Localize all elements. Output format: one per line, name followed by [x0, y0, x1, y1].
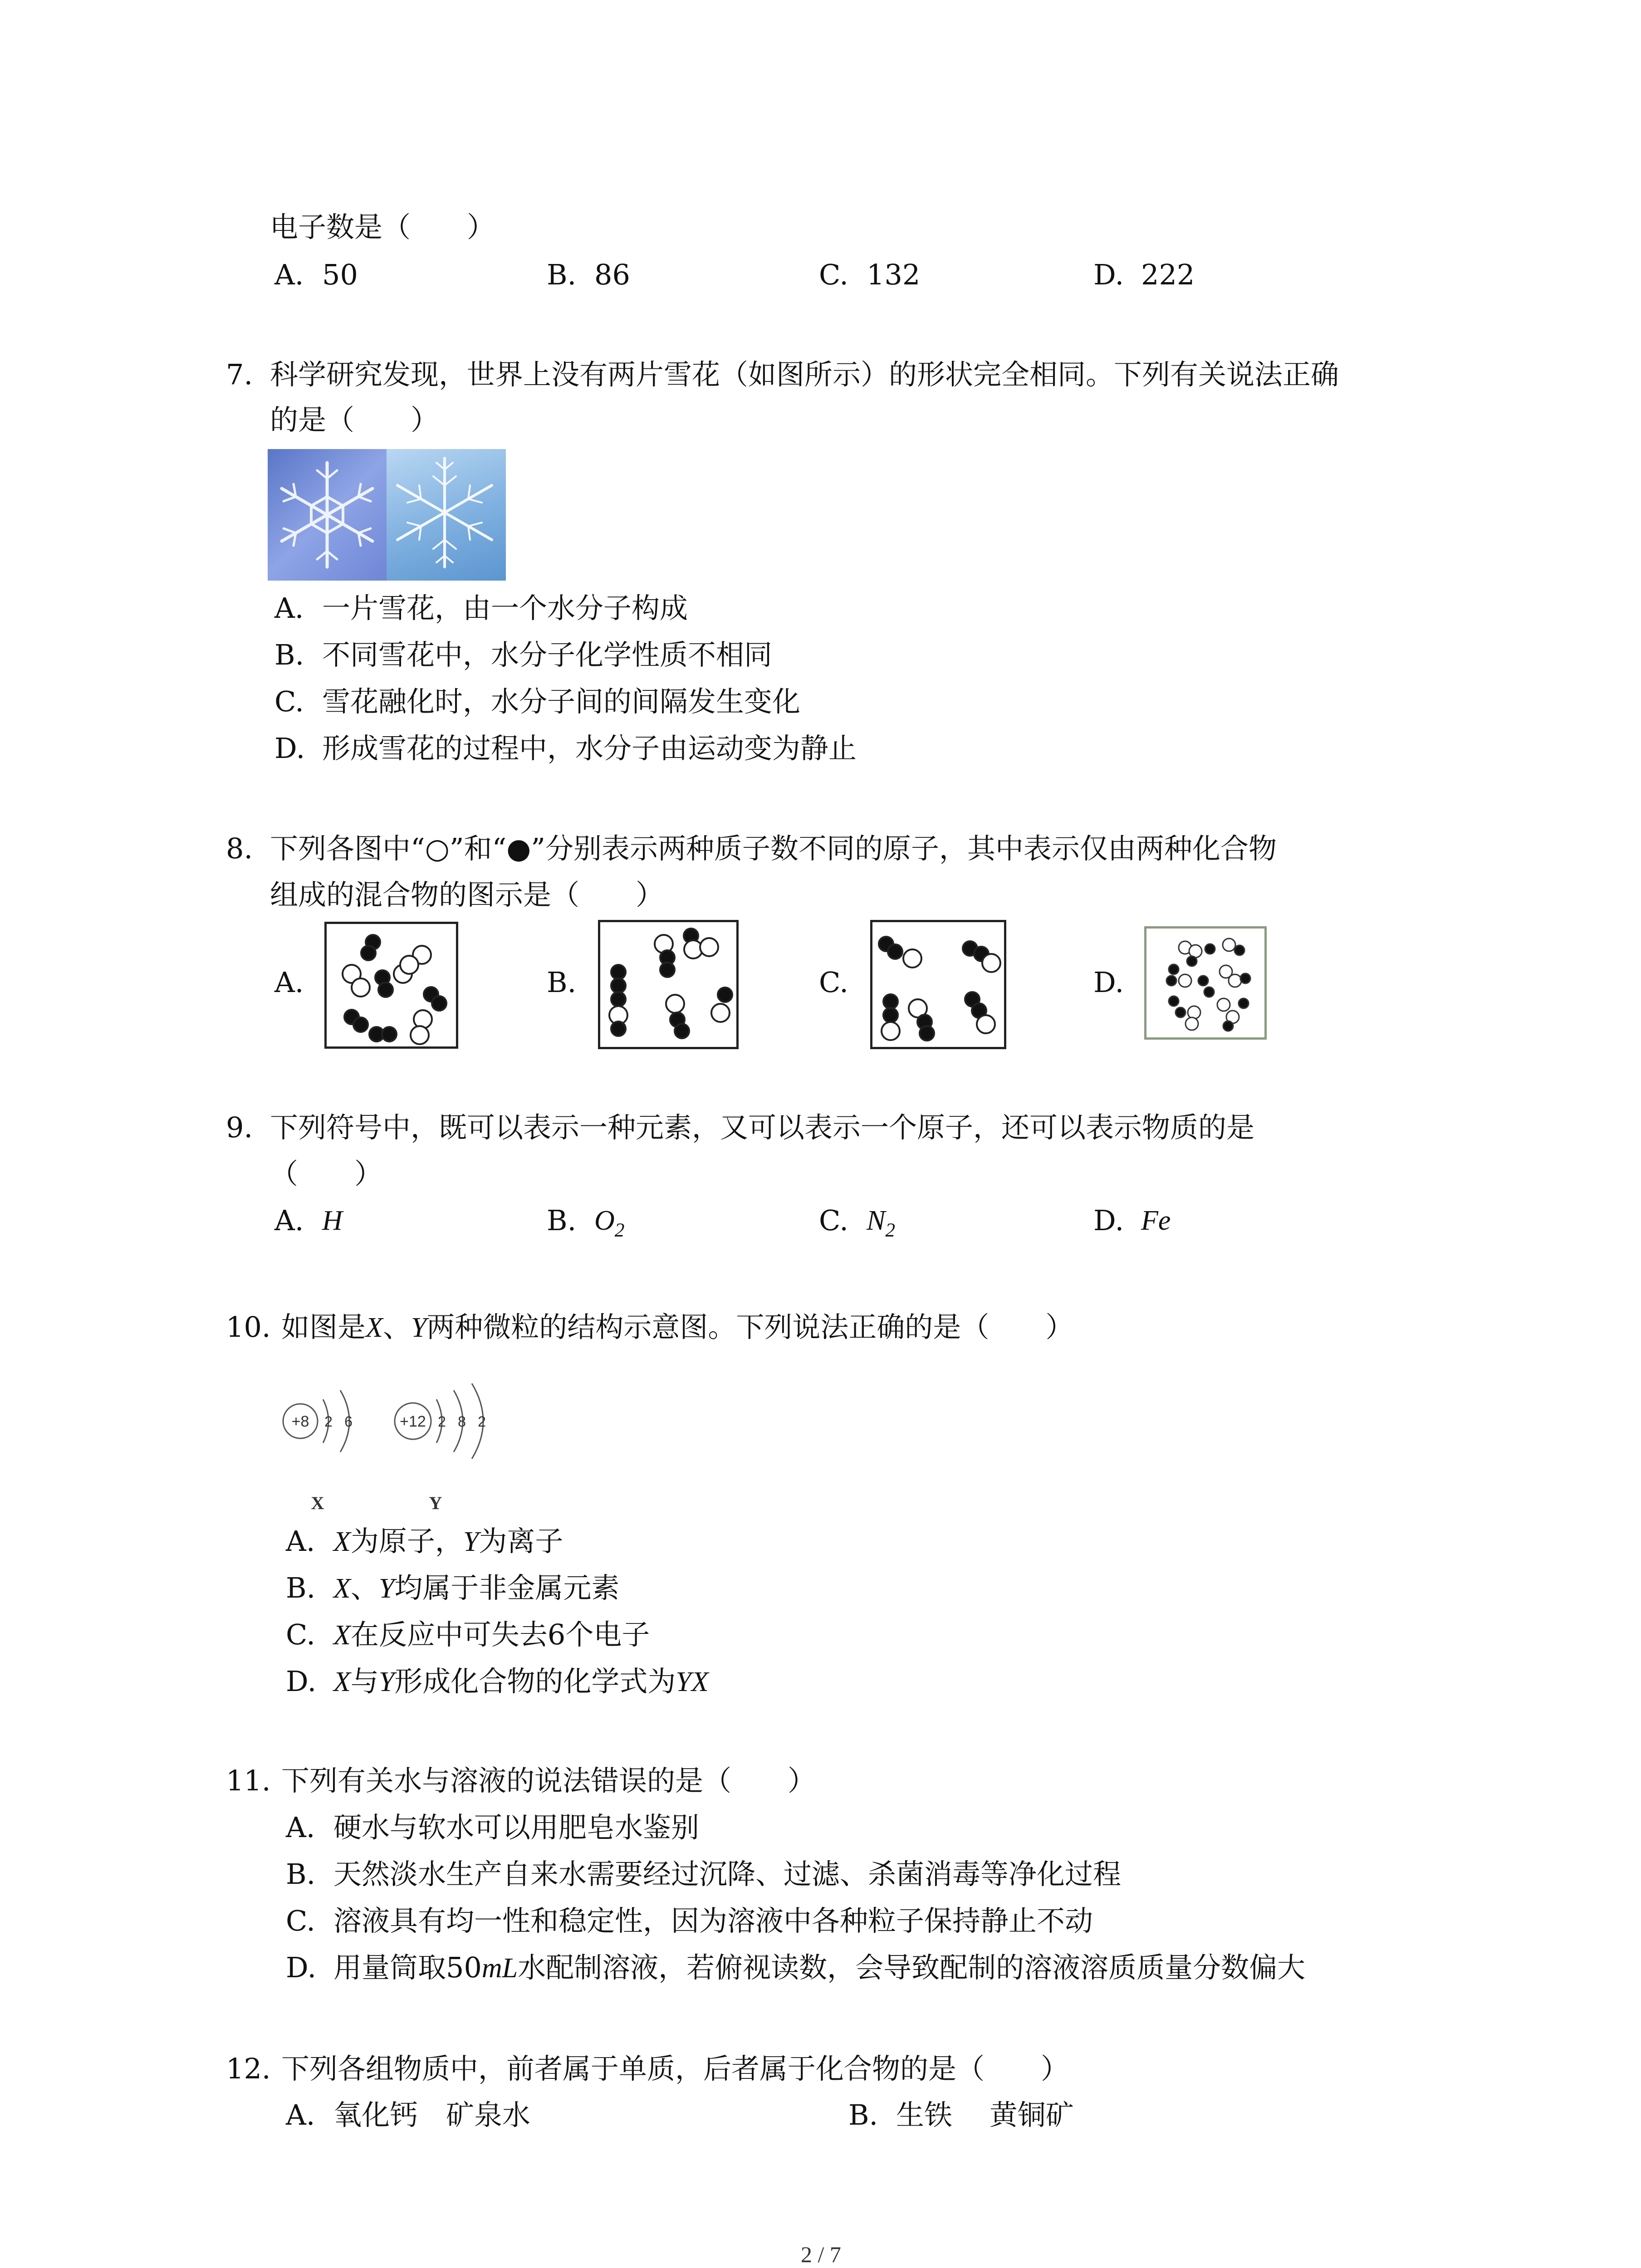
q10-stem — [281, 1310, 1074, 1344]
q10-var: X — [333, 1667, 351, 1697]
q10-stem-y: Y — [411, 1312, 427, 1343]
q10-option-c-letter: C. — [286, 1618, 315, 1651]
q11-stem: 下列有关水与溶液的说法错误的是（ ） — [281, 1764, 816, 1797]
q10-stem-part: 、 — [382, 1310, 411, 1344]
element-symbol: Fe — [1141, 1205, 1171, 1236]
q11-option-c-letter: C. — [286, 1904, 315, 1937]
q11-option-c-text: 溶液具有均一性和稳定性，因为溶液中各种粒子保持静止不动 — [333, 1904, 1093, 1937]
q12-stem: 下列各组物质中，前者属于单质，后者属于化合物的是（ ） — [281, 2052, 1069, 2085]
q9-stem-line1: 下列符号中，既可以表示一种元素，又可以表示一个原子，还可以表示物质的是 — [270, 1111, 1255, 1144]
x-electrons-shell-2: 6 — [344, 1413, 353, 1430]
q10-var: Y — [378, 1667, 395, 1697]
q12-option-b-text: 生铁 黄铜矿 — [896, 2098, 1074, 2131]
q8-diagram-a — [324, 922, 458, 1049]
q8-number: 8. — [226, 832, 253, 865]
q11-option-a-text: 硬水与软水可以用肥皂水鉴别 — [333, 1811, 700, 1844]
q10-stem-part: 如图是 — [281, 1310, 366, 1344]
q7-number: 7. — [226, 358, 253, 391]
q10-stem-part: 两种微粒的结构示意图。下列说法正确的是（ ） — [426, 1310, 1074, 1344]
q9-stem-line2: （ ） — [270, 1157, 383, 1190]
q8-option-d-letter: D. — [1093, 966, 1124, 999]
snowflake-icon — [387, 449, 506, 581]
q9-option-a-letter: A. — [274, 1204, 304, 1237]
y-label: Y — [429, 1493, 442, 1513]
q7-option-b-text: 不同雪花中，水分子化学性质不相同 — [322, 638, 773, 671]
q7-option-a-text: 一片雪花，由一个水分子构成 — [322, 591, 688, 625]
q12-option-a-letter: A. — [286, 2098, 315, 2131]
y-electrons-shell-1: 2 — [438, 1413, 446, 1430]
element-symbol: N — [867, 1205, 886, 1236]
subscript: 2 — [614, 1219, 625, 1242]
q6-option-d-letter: D. — [1093, 258, 1124, 291]
q10-var: Y — [463, 1526, 479, 1557]
snowflake-photo-right — [387, 449, 506, 581]
q12-number: 12. — [226, 2052, 271, 2085]
q10-option-b-letter: B. — [286, 1571, 316, 1604]
atomic-structure-diagram — [272, 1381, 508, 1522]
q11-unit: mL — [481, 1953, 518, 1984]
q8-option-c-letter: C. — [819, 966, 848, 999]
q9-option-a-symbol — [322, 1207, 343, 1235]
q7-stem-line1: 科学研究发现，世界上没有两片雪花（如图所示）的形状完全相同。下列有关说法正确 — [270, 358, 1339, 391]
q10-option-c-text — [333, 1618, 650, 1651]
q10-option-a-text — [333, 1527, 563, 1556]
q10-text: 与 — [350, 1665, 379, 1698]
q7-option-b-letter: B. — [274, 638, 304, 671]
q10-stem-x: X — [366, 1312, 383, 1343]
q11-text: 水配制溶液，若俯视读数，会导致配制的溶液溶质质量分数偏大 — [518, 1951, 1306, 1984]
q10-text: 为原子， — [350, 1525, 463, 1558]
q6-stem-tail: 电子数是（ ） — [270, 210, 495, 244]
q11-option-d-letter: D. — [286, 1951, 317, 1984]
q7-option-a-letter: A. — [274, 591, 304, 625]
q8-diagram-d — [1144, 926, 1267, 1040]
q6-option-c-text: 132 — [867, 258, 921, 291]
q9-option-d-symbol — [1141, 1207, 1171, 1235]
q7-option-c-text: 雪花融化时，水分子间的间隔发生变化 — [322, 685, 801, 718]
page-number: 2 / 7 — [801, 2242, 841, 2267]
q6-option-a-text: 50 — [322, 258, 358, 291]
q9-option-c-letter: C. — [819, 1204, 848, 1237]
q10-text: 形成化合物的化学式为 — [394, 1665, 676, 1698]
q10-var: X — [333, 1573, 351, 1604]
q12-option-b-letter: B. — [848, 2098, 878, 2131]
q10-text: 在反应中可失去6个电子 — [350, 1618, 650, 1651]
q7-stem-line2: 的是（ ） — [270, 403, 439, 436]
q9-option-b-letter: B. — [547, 1204, 577, 1237]
q11-number: 11. — [226, 1764, 271, 1797]
q6-option-c-letter: C. — [819, 258, 848, 291]
q10-text: 均属于非金属元素 — [394, 1571, 620, 1604]
q10-var: Y — [378, 1573, 395, 1604]
q6-option-b-letter: B. — [547, 258, 577, 291]
q7-option-c-letter: C. — [274, 685, 304, 718]
q10-text: 为离子 — [479, 1525, 563, 1558]
y-electrons-shell-3: 2 — [478, 1413, 486, 1430]
x-electrons-shell-1: 2 — [324, 1413, 333, 1430]
element-symbol: O — [594, 1205, 615, 1236]
q7-option-d-text: 形成雪花的过程中，水分子由运动变为静止 — [322, 732, 857, 765]
q8-option-b-letter: B. — [547, 966, 577, 999]
q11-text: 用量筒取50 — [333, 1951, 482, 1984]
x-nucleus-charge: +8 — [291, 1413, 309, 1430]
q11-option-b-letter: B. — [286, 1857, 316, 1891]
q9-option-c-symbol — [867, 1207, 895, 1241]
q10-option-a-letter: A. — [286, 1525, 315, 1558]
q11-option-a-letter: A. — [286, 1811, 315, 1844]
q9-number: 9. — [226, 1111, 253, 1144]
q6-option-b-text: 86 — [594, 258, 630, 291]
q12-option-a-text: 氧化钙 矿泉水 — [333, 2098, 531, 2131]
q7-option-d-letter: D. — [274, 732, 305, 765]
q10-var: X — [333, 1526, 351, 1557]
q6-option-d-text: 222 — [1141, 258, 1195, 291]
element-symbol: H — [322, 1205, 343, 1236]
q10-number: 10. — [226, 1310, 271, 1344]
q10-var: X — [333, 1620, 351, 1651]
snowflake-photo-left — [268, 449, 387, 581]
q10-text: 、 — [350, 1571, 379, 1604]
x-label: X — [311, 1493, 324, 1513]
q8-diagram-c — [870, 920, 1006, 1049]
q11-option-b-text: 天然淡水生产自来水需要经过沉降、过滤、杀菌消毒等净化过程 — [333, 1857, 1122, 1891]
q9-option-b-symbol — [594, 1207, 624, 1241]
q9-option-d-letter: D. — [1093, 1204, 1124, 1237]
snowflake-icon — [268, 449, 387, 581]
q10-option-d-letter: D. — [286, 1665, 317, 1698]
q10-var: YX — [676, 1667, 709, 1697]
y-nucleus-charge: +12 — [400, 1413, 426, 1430]
q6-option-a-letter: A. — [274, 258, 304, 291]
snowflake-photos — [268, 449, 506, 581]
y-electrons-shell-2: 8 — [458, 1413, 466, 1430]
subscript: 2 — [885, 1219, 896, 1242]
q8-option-a-letter: A. — [274, 966, 304, 999]
q10-option-d-text — [333, 1667, 709, 1696]
q8-diagram-b — [598, 920, 739, 1049]
q10-option-b-text — [333, 1571, 620, 1604]
q8-stem-line1: 下列各图中“○”和“●”分别表示两种质子数不同的原子，其中表示仅由两种化合物 — [270, 832, 1277, 865]
q11-option-d-text — [333, 1951, 1306, 1984]
q8-stem-line2: 组成的混合物的图示是（ ） — [270, 878, 664, 911]
